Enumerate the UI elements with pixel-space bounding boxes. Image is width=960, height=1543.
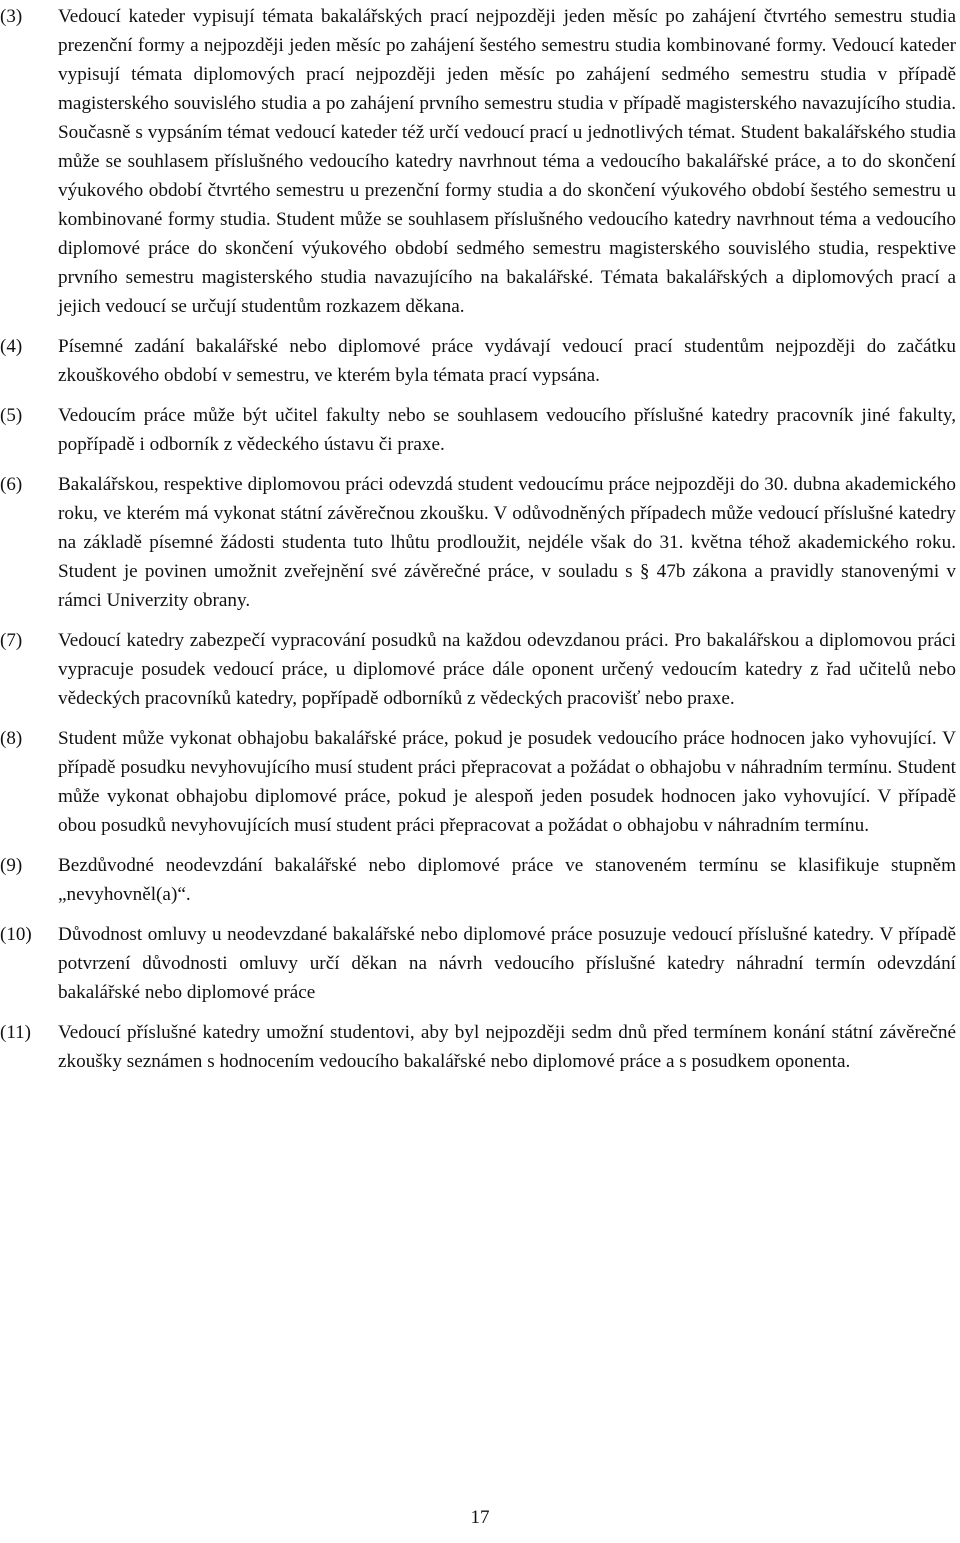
clause-8 <box>0 724 960 840</box>
clause-number: (8) <box>0 728 23 749</box>
clause-5 <box>0 401 960 459</box>
clause-text: Písemné zadání bakalářské nebo diplomové práce vydávají vedoucí prací studentům nejpozději do začátku zkouškového období v semestru, ve kterém byla témata prací vypsána. <box>58 336 956 386</box>
clause-text: Vedoucí katedry zabezpečí vypracování posudků na každou odevzdanou práci. Pro bakalářskou a diplomovou práci vypracuje posudek vedoucí práce, u diplomové práce dále oponent určený vedoucím katedry z řad učitelů nebo vědeckých pracovníků katedry, popřípadě odborníků z vědeckých pracovišť nebo praxe. <box>58 630 956 709</box>
clause-list <box>0 2 960 1087</box>
page-number: 17 <box>470 1507 490 1528</box>
clause-11 <box>0 1018 960 1076</box>
clause-number: (11) <box>0 1022 31 1043</box>
clause-number: (7) <box>0 630 23 651</box>
clause-text: Vedoucí kateder vypisují témata bakalářských prací nejpozději jeden měsíc po zahájení čtvrtého semestru studia prezenční formy a nejpozději jeden měsíc po zahájení šestého semestru studia kombinované formy. Vedoucí kateder vypisují témata diplomových prací nejpozději jeden měsíc po zahájení sedmého semestru studia v případě magisterského souvislého studia a po zahájení prvního semestru studia v případě magisterského navazujícího studia. Současně s vypsáním témat vedoucí kateder též určí vedoucí prací u jednotlivých témat. Student bakalářského studia může se souhlasem příslušného vedoucího katedry navrhnout téma a vedoucího bakalářské práce, a to do skončení výukového období čtvrtého semestru u prezenční formy studia a do skončení výukového období šestého semestru u kombinované formy studia. Student může se souhlasem příslušného vedoucího katedry navrhnout téma a vedoucího diplomové práce do skončení výukového období sedmého semestru magisterského souvislého studia, respektive prvního semestru magisterského studia navazujícího na bakalářské. Témata bakalářských a diplomových prací a jejich vedoucí se určují studentům rozkazem děkana. <box>58 6 956 317</box>
clause-4 <box>0 332 960 390</box>
clause-6 <box>0 470 960 615</box>
clause-text: Vedoucí příslušné katedry umožní studentovi, aby byl nejpozději sedm dnů před termínem konání státní závěrečné zkoušky seznámen s hodnocením vedoucího bakalářské nebo diplomové práce a s posudkem oponenta. <box>58 1022 956 1072</box>
clause-text: Student může vykonat obhajobu bakalářské práce, pokud je posudek vedoucího práce hodnocen jako vyhovující. V případě posudku nevyhovujícího musí student práci přepracovat a požádat o obhajobu v náhradním termínu. Student může vykonat obhajobu diplomové práce, pokud je alespoň jeden posudek hodnocen jako vyhovující. V případě obou posudků nevyhovujících musí student práci přepracovat a požádat o obhajobu v náhradním termínu. <box>58 728 956 836</box>
clause-number: (6) <box>0 474 23 495</box>
clause-text: Důvodnost omluvy u neodevzdané bakalářské nebo diplomové práce posuzuje vedoucí příslušné katedry. V případě potvrzení důvodnosti omluvy určí děkan na návrh vedoucího příslušné katedry náhradní termín odevzdání bakalářské nebo diplomové práce <box>58 924 956 1003</box>
clause-number: (3) <box>0 6 23 27</box>
clause-9 <box>0 851 960 909</box>
clause-text: Vedoucím práce může být učitel fakulty nebo se souhlasem vedoucího příslušné katedry pracovník jiné fakulty, popřípadě i odborník z vědeckého ústavu či praxe. <box>58 405 956 455</box>
clause-number: (4) <box>0 336 23 357</box>
clause-text: Bezdůvodné neodevzdání bakalářské nebo diplomové práce ve stanoveném termínu se klasifikuje stupněm „nevyhovněl(a)“. <box>58 855 956 905</box>
clause-10 <box>0 920 960 1007</box>
clause-text: Bakalářskou, respektive diplomovou práci odevzdá student vedoucímu práce nejpozději do 30. dubna akademického roku, ve kterém má vykonat státní závěrečnou zkoušku. V odůvodněných případech může vedoucí příslušné katedry na základě písemné žádosti studenta tuto lhůtu prodloužit, nejdéle však do 31. května téhož akademického roku. Student je povinen umožnit zveřejnění své závěrečné práce, v souladu s § 47b zákona a pravidly stanovenými v rámci Univerzity obrany. <box>58 474 956 611</box>
clause-number: (5) <box>0 405 23 426</box>
clause-7 <box>0 626 960 713</box>
clause-number: (10) <box>0 924 32 945</box>
clause-number: (9) <box>0 855 23 876</box>
clause-3 <box>0 2 960 321</box>
